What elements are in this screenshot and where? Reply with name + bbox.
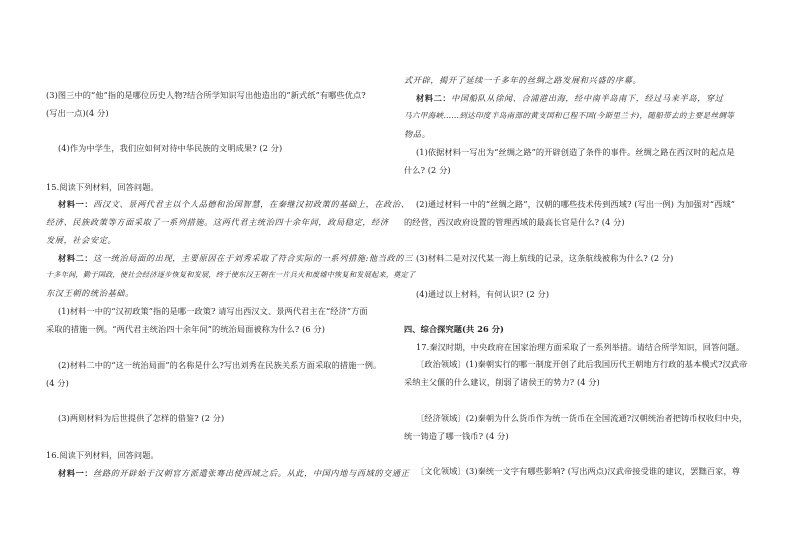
q16-material-1-line-1: 材料一：丝路的开辟始于汉朝官方派遣张骞出使西域之后。从此，中国内地与西域的交通正 [58, 468, 410, 478]
q16-1-text-cont: 什么? (2 分) [404, 165, 451, 175]
material-label: 材料二： [58, 253, 94, 263]
q16-title: 16.阅读下列材料，回答问题。 [46, 450, 159, 460]
q16-2-text-cont: 的经营，西汉政府设置的管理西域的最高长官是什么? (4 分) [404, 217, 625, 227]
q14-4-text: (4)作为中学生，我们应如何对待中华民族的文明成果? (2 分) [58, 143, 283, 153]
material-label: 材料一： [58, 199, 94, 209]
q16-4-text: (4)通过以上材料，有何认识? (2 分) [416, 289, 550, 299]
q17-intro: 17.秦汉时期，中央政府在国家治理方面采取了一系列举措。请结合所学知识，回答问题。 [416, 342, 745, 352]
q16-material-1-cont: 式开辟，揭开了延续一千多年的丝绸之路发展和兴盛的序幕。 [404, 75, 642, 85]
q15-2-score: (4 分) [46, 378, 69, 388]
q17-2-text: 〔经济领域〕(2)秦朝为什么货币作为统一货币在全国流通?汉朝统治者把铸币权收归中央， [416, 413, 748, 423]
q15-material-2-line-2: 十多年间，勤于国政，使社会经济逐步恢复和发展，终于使东汉王朝在一片兵火和废墟中恢复和发展起来，奠定了 [46, 270, 416, 279]
q15-material-1-line-1: 材料一：西汉文、景两代君主以个人品德和治国智慧，在秦继汉初政策的基础上，在政治、 [58, 199, 410, 209]
material-label: 材料二： [416, 93, 452, 103]
q15-2-text: (2)材料二中的“这一统治局面”的名称是什么?写出刘秀在民族关系方面采取的措施一例。 [58, 360, 382, 370]
q15-1-text-cont: 采取的措施一例。“两代君主统治四十余年间”的统治局面被称为什么? (6 分) [46, 324, 325, 334]
q15-material-2-line-3: 东汉王朝的统治基础。 [46, 288, 134, 298]
right-column [404, 0, 748, 560]
section-4-title: 四、综合探究题(共 26 分) [404, 324, 505, 334]
q14-3-text: (3)图三中的“他”指的是哪位历史人物?结合所学知识写出他造出的“新式纸”有哪些优点? [46, 90, 366, 100]
q17-3-text: 〔文化领域〕(3)秦统一文字有哪些影响? (写出两点)汉武帝接受谁的建议，罢黜百家，尊 [416, 466, 741, 476]
q15-title: 15.阅读下列材料，回答问题。 [46, 182, 159, 192]
q15-3-text: (3)两则材料为后世提供了怎样的借鉴? (2 分) [58, 413, 225, 423]
q15-material-1-line-2: 经济、民族政策等方面采取了一系列措施。这两代君主统治四十余年间，政局稳定，经济 [46, 217, 389, 227]
left-column [46, 0, 416, 560]
q15-1-text: (1)材料一中的“汉初政策”指的是哪一政策? 请写出西汉文、景两代君主在“经济”方面 [58, 306, 368, 316]
q17-2-text-cont: 统一铸造了哪一钱币? (4 分) [404, 431, 509, 441]
q14-3-score: (写出一点)(4 分) [46, 108, 109, 118]
q16-material-2-line-2: 马六甲海峡……到达印度半岛南部的黄支国和已程不国(今斯里兰卡)，随船带去的主要是丝绸等 [404, 111, 735, 120]
material-label: 材料一： [58, 468, 94, 478]
q15-material-2-line-1: 材料二：这一统治局面的出现，主要原因在于刘秀采取了符合实际的一系列措施:他当政的三 [58, 253, 413, 263]
q16-1-text: (1)依据材料一写出为“丝绸之路”的开辟创造了条件的事件。丝绸之路在西汉时的起点是 [416, 147, 735, 157]
q16-3-text: (3)材料二是对汉代某一海上航线的记录，这条航线被称为什么? (2 分) [416, 253, 674, 263]
q17-1-text: 〔政治领域〕(1)秦朝实行的哪一制度开创了此后我国历代王朝地方行政的基本模式?汉武帝 [416, 359, 748, 369]
q16-material-2-line-1: 材料二：中国船队从徐闻、合浦港出海，经中南半岛南下，经过马来半岛，穿过 [416, 93, 724, 103]
q16-material-2-line-3: 物品。 [404, 129, 431, 139]
q15-material-1-line-3: 发展，社会安定。 [46, 235, 117, 245]
q16-2-text: (2)通过材料一中的“丝绸之路”，汉朝的哪些技术传到西域? (写出一例) 为加强对“西域” [416, 199, 736, 209]
q17-1-text-cont: 采纳主父偃的什么建议，削弱了诸侯王的势力? (4 分) [404, 377, 600, 387]
